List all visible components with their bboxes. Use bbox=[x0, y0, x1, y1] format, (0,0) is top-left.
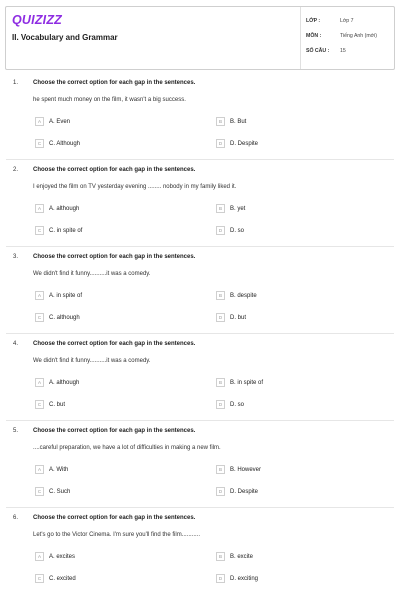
option-letter-box[interactable]: A bbox=[35, 552, 44, 561]
question-text: Let's go to the Victor Cinema. I'm sure you'll find the film........... bbox=[33, 532, 201, 538]
option-letter-box[interactable]: A bbox=[35, 117, 44, 126]
option-text: A. although bbox=[49, 379, 80, 386]
option-letter-box[interactable]: B bbox=[216, 552, 225, 561]
option-letter-box[interactable]: D bbox=[216, 226, 225, 235]
answer-option-d[interactable] bbox=[216, 139, 258, 148]
option-text: B. despite bbox=[230, 292, 257, 299]
answer-option-d[interactable] bbox=[216, 574, 258, 583]
answer-option-a[interactable] bbox=[35, 465, 68, 474]
option-letter-box[interactable]: B bbox=[216, 117, 225, 126]
option-letter-box[interactable]: D bbox=[216, 400, 225, 409]
question-4 bbox=[0, 341, 400, 427]
question-text: he spent much money on the film, it wasn't a big success. bbox=[33, 97, 186, 103]
option-letter-box[interactable]: B bbox=[216, 465, 225, 474]
answer-option-b[interactable] bbox=[216, 552, 253, 561]
option-letter-box[interactable]: C bbox=[35, 139, 44, 148]
question-3 bbox=[0, 254, 400, 340]
answer-option-a[interactable] bbox=[35, 204, 79, 213]
option-letter-box[interactable]: C bbox=[35, 487, 44, 496]
option-text: D. so bbox=[230, 227, 245, 234]
question-text: I enjoyed the film on TV yesterday evening ........ nobody in my family liked it. bbox=[33, 184, 237, 190]
question-instruction: Choose the correct option for each gap in the sentences. bbox=[33, 254, 196, 260]
option-text: C. Although bbox=[49, 140, 81, 147]
meta-value: 15 bbox=[340, 48, 346, 54]
option-text: C. although bbox=[49, 314, 80, 321]
answer-option-b[interactable] bbox=[216, 378, 263, 387]
answer-option-d[interactable] bbox=[216, 487, 258, 496]
answer-option-b[interactable] bbox=[216, 204, 245, 213]
answer-option-a[interactable] bbox=[35, 552, 75, 561]
meta-label: MÔN : bbox=[306, 33, 322, 39]
option-text: D. exciting bbox=[230, 575, 259, 582]
question-text: We didn't find it funny..........it was a comedy. bbox=[33, 271, 151, 277]
option-text: C. in spite of bbox=[49, 227, 83, 234]
option-text: C. excited bbox=[49, 575, 76, 582]
answer-option-c[interactable] bbox=[35, 487, 70, 496]
option-letter-box[interactable]: D bbox=[216, 313, 225, 322]
option-letter-box[interactable]: A bbox=[35, 465, 44, 474]
answer-option-a[interactable] bbox=[35, 291, 82, 300]
option-letter-box[interactable]: A bbox=[35, 378, 44, 387]
option-text: A. excites bbox=[49, 553, 76, 560]
answer-option-b[interactable] bbox=[216, 117, 246, 126]
question-number: 2. bbox=[13, 167, 19, 173]
answer-option-d[interactable] bbox=[216, 226, 244, 235]
option-letter-box[interactable]: C bbox=[35, 226, 44, 235]
question-number: 4. bbox=[13, 341, 19, 347]
question-text: ....careful preparation, we have a lot of difficulties in making a new film. bbox=[33, 445, 221, 451]
option-letter-box[interactable]: B bbox=[216, 291, 225, 300]
option-text: B. yet bbox=[230, 205, 246, 212]
section-title: II. Vocabulary and Grammar bbox=[12, 33, 118, 42]
question-1 bbox=[0, 80, 400, 166]
question-instruction: Choose the correct option for each gap in the sentences. bbox=[33, 167, 196, 173]
question-5 bbox=[0, 428, 400, 514]
answer-option-d[interactable] bbox=[216, 313, 246, 322]
question-divider bbox=[6, 420, 394, 421]
option-text: B. However bbox=[230, 466, 262, 473]
option-text: D. Despite bbox=[230, 140, 259, 147]
quizizz-logo: QUIZIZZ bbox=[12, 13, 63, 27]
question-divider bbox=[6, 333, 394, 334]
answer-option-d[interactable] bbox=[216, 400, 244, 409]
question-divider bbox=[6, 246, 394, 247]
question-instruction: Choose the correct option for each gap in the sentences. bbox=[33, 428, 196, 434]
option-letter-box[interactable]: C bbox=[35, 400, 44, 409]
answer-option-c[interactable] bbox=[35, 226, 82, 235]
meta-label: LỚP : bbox=[306, 18, 321, 24]
header-divider bbox=[300, 7, 301, 69]
option-text: A. although bbox=[49, 205, 80, 212]
answer-option-b[interactable] bbox=[216, 465, 261, 474]
option-text: C. Such bbox=[49, 488, 71, 495]
option-text: A. in spite of bbox=[49, 292, 83, 299]
question-number: 5. bbox=[13, 428, 19, 434]
question-2 bbox=[0, 167, 400, 253]
question-divider bbox=[6, 159, 394, 160]
question-instruction: Choose the correct option for each gap in the sentences. bbox=[33, 341, 196, 347]
option-text: A. Even bbox=[49, 118, 71, 125]
meta-label: SỐ CÂU : bbox=[306, 48, 330, 54]
option-text: C. but bbox=[49, 401, 66, 408]
answer-option-c[interactable] bbox=[35, 400, 65, 409]
option-text: B. in spite of bbox=[230, 379, 264, 386]
question-6 bbox=[0, 515, 400, 600]
answer-option-c[interactable] bbox=[35, 313, 80, 322]
option-letter-box[interactable]: C bbox=[35, 313, 44, 322]
meta-value: Lớp 7 bbox=[340, 18, 354, 24]
question-instruction: Choose the correct option for each gap in the sentences. bbox=[33, 515, 196, 521]
option-letter-box[interactable]: C bbox=[35, 574, 44, 583]
answer-option-a[interactable] bbox=[35, 378, 79, 387]
question-divider bbox=[6, 507, 394, 508]
option-text: D. but bbox=[230, 314, 247, 321]
option-text: D. so bbox=[230, 401, 245, 408]
question-number: 1. bbox=[13, 80, 19, 86]
question-text: We didn't find it funny..........it was a comedy. bbox=[33, 358, 151, 364]
option-text: D. Despite bbox=[230, 488, 259, 495]
meta-value: Tiếng Anh (mới) bbox=[340, 33, 377, 39]
option-letter-box[interactable]: B bbox=[216, 378, 225, 387]
question-number: 6. bbox=[13, 515, 19, 521]
answer-option-c[interactable] bbox=[35, 574, 76, 583]
option-letter-box[interactable]: D bbox=[216, 574, 225, 583]
answer-option-a[interactable] bbox=[35, 117, 70, 126]
option-letter-box[interactable]: A bbox=[35, 291, 44, 300]
answer-option-b[interactable] bbox=[216, 291, 257, 300]
option-letter-box[interactable]: B bbox=[216, 204, 225, 213]
worksheet-header bbox=[5, 6, 395, 70]
option-text: B. But bbox=[230, 118, 247, 125]
option-text: B. excite bbox=[230, 553, 254, 560]
option-letter-box[interactable]: D bbox=[216, 487, 225, 496]
question-number: 3. bbox=[13, 254, 19, 260]
answer-option-c[interactable] bbox=[35, 139, 80, 148]
option-letter-box[interactable]: A bbox=[35, 204, 44, 213]
question-instruction: Choose the correct option for each gap in the sentences. bbox=[33, 80, 196, 86]
option-letter-box[interactable]: D bbox=[216, 139, 225, 148]
option-text: A. With bbox=[49, 466, 69, 473]
